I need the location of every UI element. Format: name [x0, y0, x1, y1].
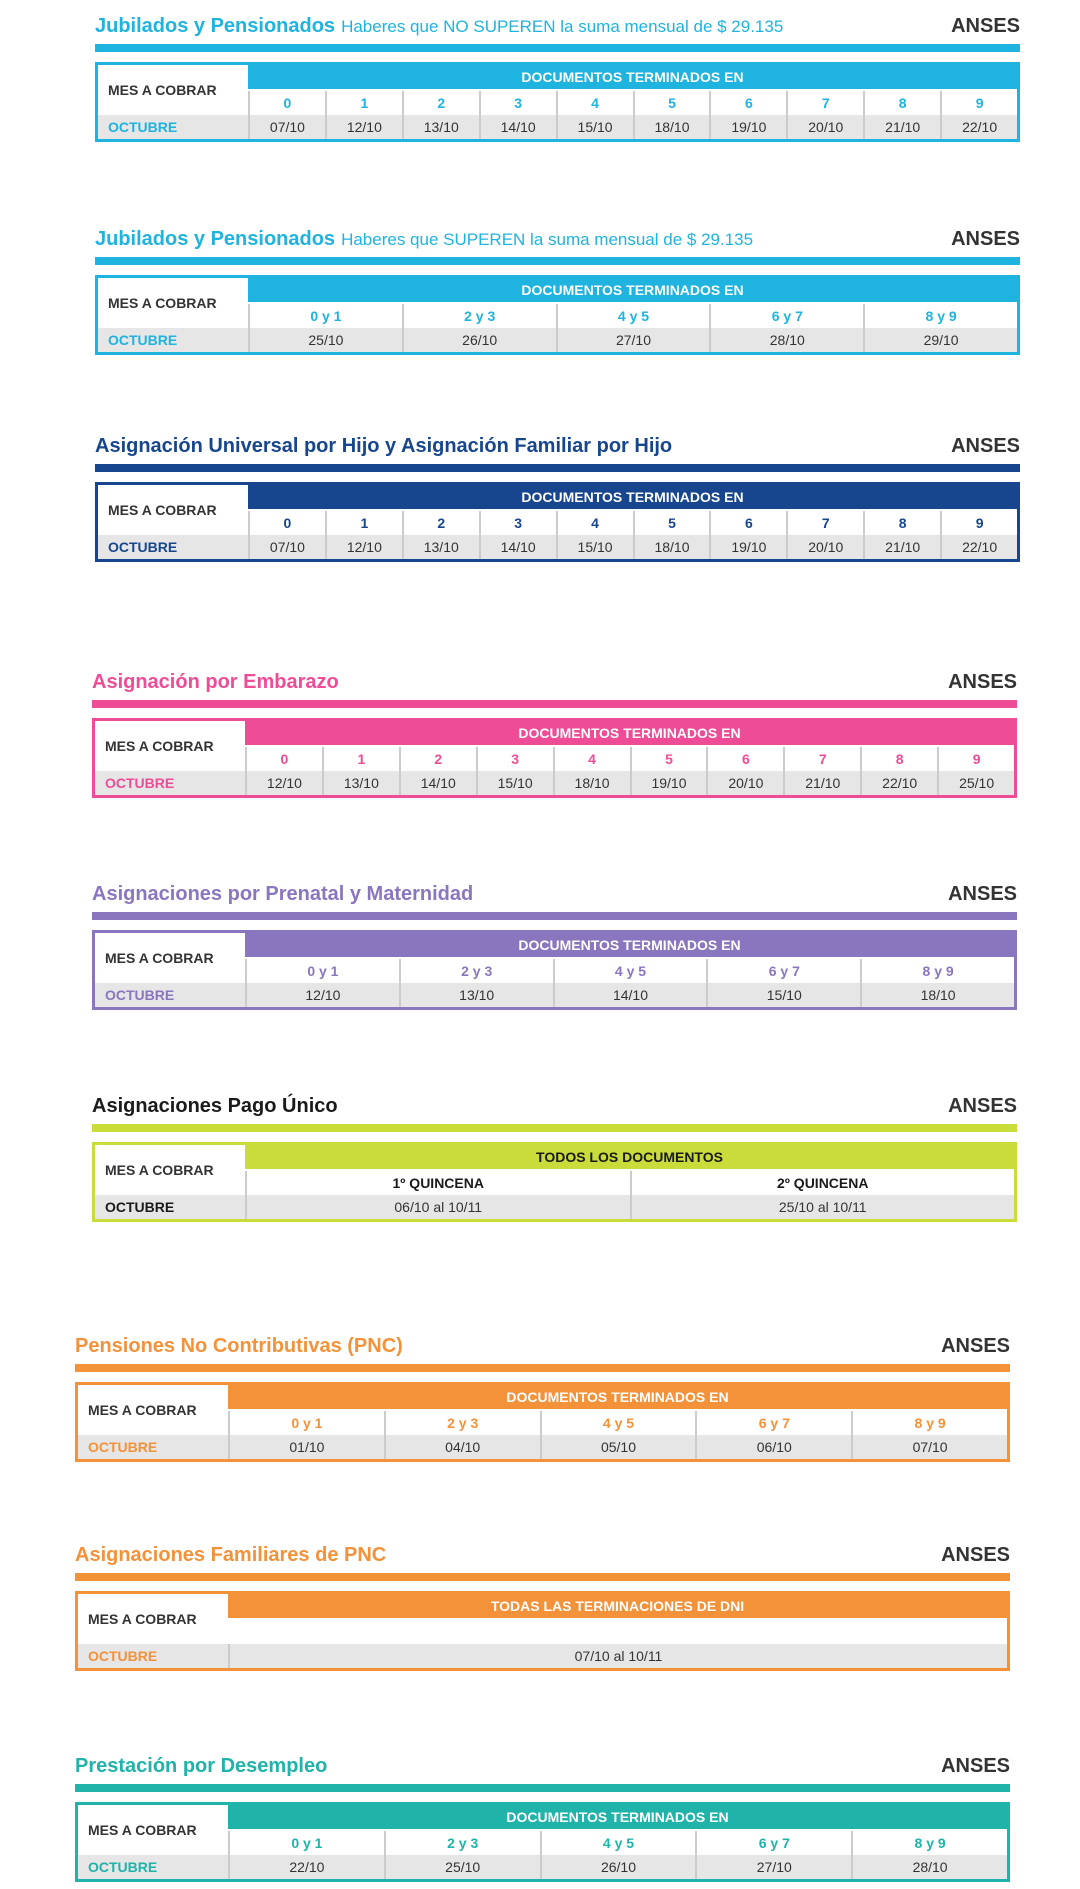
payment-dates-row: [248, 115, 1017, 139]
document-ending-cell: 4: [556, 511, 633, 535]
payment-dates-row: [245, 983, 1014, 1007]
document-ending-cell: 8: [863, 91, 940, 115]
section-rule: [95, 44, 1020, 52]
document-ending-cell: 6: [706, 747, 783, 771]
payment-dates-row: [228, 1435, 1007, 1459]
schedule-section: [92, 1092, 1017, 1227]
month-to-collect-label: MES A COBRAR: [108, 502, 217, 518]
section-header: [92, 880, 1017, 910]
document-ending-cell: 8 y 9: [863, 304, 1017, 328]
payment-date-cell: 12/10: [325, 535, 402, 559]
payment-date-cell: 25/10: [248, 328, 402, 352]
document-ending-cell: 5: [630, 747, 707, 771]
document-ending-cell: 9: [940, 91, 1017, 115]
document-ending-cell: 5: [633, 91, 710, 115]
payment-date-cell: 06/10 al 10/11: [245, 1195, 630, 1219]
section-rule: [75, 1364, 1010, 1372]
payment-date-cell: 07/10: [248, 535, 325, 559]
section-title-text: Prestación por Desempleo: [75, 1755, 328, 1777]
document-ending-cell: 9: [940, 511, 1017, 535]
schedule-table: [75, 1802, 1010, 1882]
document-ending-cell: 8 y 9: [851, 1411, 1007, 1435]
payment-date-cell: 18/10: [633, 115, 710, 139]
month-value: OCTUBRE: [78, 1435, 228, 1459]
document-endings-row: [245, 1171, 1014, 1195]
document-ending-cell: 1: [325, 511, 402, 535]
month-value: OCTUBRE: [78, 1855, 228, 1879]
schedule-section: [92, 668, 1017, 803]
month-to-collect-label: MES A COBRAR: [88, 1402, 197, 1418]
anses-brand-label: ANSES: [941, 1335, 1010, 1357]
section-header: [75, 1752, 1010, 1782]
payment-date-cell: 22/10: [940, 115, 1017, 139]
payment-date-cell: 06/10: [695, 1435, 851, 1459]
document-ending-cell: 3: [476, 747, 553, 771]
section-title-text: Jubilados y Pensionados: [95, 228, 336, 250]
schedule-table: [95, 482, 1020, 562]
payment-date-cell: 18/10: [633, 535, 710, 559]
payment-date-cell: 26/10: [540, 1855, 696, 1879]
month-to-collect-label: MES A COBRAR: [105, 1162, 214, 1178]
document-ending-cell: 7: [786, 511, 863, 535]
document-ending-cell: 0: [245, 747, 322, 771]
schedule-table: [95, 62, 1020, 142]
payment-date-cell: 28/10: [851, 1855, 1007, 1879]
document-ending-cell: 6 y 7: [709, 304, 863, 328]
document-ending-cell: 1: [325, 91, 402, 115]
schedule-section: [75, 1752, 1010, 1887]
document-ending-cell: 2: [402, 91, 479, 115]
payment-date-cell: 14/10: [399, 771, 476, 795]
payment-date-cell: 14/10: [479, 115, 556, 139]
payment-date-cell: 13/10: [402, 535, 479, 559]
schedule-table: [92, 1142, 1017, 1222]
document-endings-row: [245, 747, 1014, 771]
section-header: [92, 1092, 1017, 1122]
payment-date-cell: 14/10: [553, 983, 707, 1007]
payment-date-cell: 07/10: [851, 1435, 1007, 1459]
payment-date-cell: 28/10: [709, 328, 863, 352]
document-ending-cell: 6 y 7: [695, 1411, 851, 1435]
month-value: OCTUBRE: [95, 771, 245, 795]
document-ending-cell: 2º QUINCENA: [630, 1171, 1015, 1195]
section-header: [75, 1332, 1010, 1362]
payment-date-cell: 15/10: [556, 115, 633, 139]
schedule-section: [95, 225, 1020, 360]
section-title: [95, 228, 753, 251]
document-ending-cell: 6 y 7: [695, 1831, 851, 1855]
anses-brand-label: ANSES: [948, 671, 1017, 693]
section-header: [92, 668, 1017, 698]
section-title: [75, 1544, 386, 1567]
payment-date-cell: 05/10: [540, 1435, 696, 1459]
section-subtitle: Haberes que SUPEREN la suma mensual de $ 29.135: [341, 230, 754, 249]
section-title-text: Asignaciones por Prenatal y Maternidad: [92, 883, 474, 905]
payment-dates-row: [228, 1855, 1007, 1879]
section-title: [75, 1755, 327, 1778]
document-ending-cell: 3: [479, 91, 556, 115]
payment-date-cell: 22/10: [940, 535, 1017, 559]
schedule-table: [75, 1591, 1010, 1671]
document-ending-cell: 3: [479, 511, 556, 535]
payment-date-cell: 04/10: [384, 1435, 540, 1459]
payment-date-cell: 12/10: [325, 115, 402, 139]
payment-date-cell: 25/10 al 10/11: [630, 1195, 1015, 1219]
anses-brand-label: ANSES: [951, 15, 1020, 37]
document-ending-cell: 4 y 5: [540, 1831, 696, 1855]
document-ending-cell: 2: [402, 511, 479, 535]
document-endings-row: [248, 511, 1017, 535]
document-endings-row: [248, 91, 1017, 115]
document-ending-cell: 6: [709, 91, 786, 115]
anses-brand-label: ANSES: [941, 1544, 1010, 1566]
documents-header: DOCUMENTOS TERMINADOS EN: [228, 1385, 1007, 1409]
schedule-section: [92, 880, 1017, 1015]
schedule-table: [92, 718, 1017, 798]
payment-date-cell: 27/10: [556, 328, 710, 352]
section-title: [92, 1095, 338, 1118]
month-value: OCTUBRE: [95, 983, 245, 1007]
document-ending-cell: 2: [399, 747, 476, 771]
document-ending-cell: 8 y 9: [851, 1831, 1007, 1855]
month-to-collect-label: MES A COBRAR: [88, 1611, 197, 1627]
documents-header: DOCUMENTOS TERMINADOS EN: [248, 65, 1017, 89]
section-rule: [92, 700, 1017, 708]
document-endings-row: [228, 1831, 1007, 1855]
section-title-text: Asignación por Embarazo: [92, 671, 339, 693]
schedule-table: [75, 1382, 1010, 1462]
payment-date-cell: 01/10: [228, 1435, 384, 1459]
document-endings-row: [248, 304, 1017, 328]
document-ending-cell: 2 y 3: [384, 1831, 540, 1855]
anses-brand-label: ANSES: [941, 1755, 1010, 1777]
section-title: [92, 671, 339, 694]
payment-date-cell: 13/10: [402, 115, 479, 139]
payment-date-cell: 15/10: [556, 535, 633, 559]
payment-date-cell: 29/10: [863, 328, 1017, 352]
document-ending-cell: 7: [786, 91, 863, 115]
section-title: [95, 15, 783, 38]
section-rule: [92, 912, 1017, 920]
schedule-section: [75, 1541, 1010, 1676]
document-ending-cell: 7: [783, 747, 860, 771]
schedule-table: [95, 275, 1020, 355]
payment-dates-row: [248, 535, 1017, 559]
document-ending-cell: [228, 1620, 1007, 1644]
payment-dates-row: [248, 328, 1017, 352]
payment-date-cell: 13/10: [322, 771, 399, 795]
documents-header: DOCUMENTOS TERMINADOS EN: [248, 278, 1017, 302]
schedule-section: [95, 12, 1020, 147]
document-ending-cell: 8: [860, 747, 937, 771]
section-title: [92, 883, 473, 906]
month-to-collect-label: MES A COBRAR: [105, 950, 214, 966]
section-header: [75, 1541, 1010, 1571]
month-to-collect-label: MES A COBRAR: [108, 295, 217, 311]
document-ending-cell: 1º QUINCENA: [245, 1171, 630, 1195]
month-value: OCTUBRE: [98, 115, 248, 139]
anses-brand-label: ANSES: [951, 435, 1020, 457]
payment-date-cell: 20/10: [786, 115, 863, 139]
payment-date-cell: 21/10: [783, 771, 860, 795]
document-ending-cell: 0: [248, 511, 325, 535]
section-rule: [75, 1573, 1010, 1581]
payment-dates-row: [245, 1195, 1014, 1219]
documents-header: DOCUMENTOS TERMINADOS EN: [248, 485, 1017, 509]
payment-dates-row: [245, 771, 1014, 795]
section-title-text: Jubilados y Pensionados: [95, 15, 336, 37]
payment-date-cell: 20/10: [706, 771, 783, 795]
section-title: [95, 435, 672, 458]
document-ending-cell: 4 y 5: [540, 1411, 696, 1435]
document-endings-row: [245, 959, 1014, 983]
document-ending-cell: 2 y 3: [402, 304, 556, 328]
payment-dates-row: [228, 1644, 1007, 1668]
payment-date-cell: 26/10: [402, 328, 556, 352]
documents-header: DOCUMENTOS TERMINADOS EN: [245, 933, 1014, 957]
payment-date-cell: 14/10: [479, 535, 556, 559]
documents-header: DOCUMENTOS TERMINADOS EN: [245, 721, 1014, 745]
section-header: [95, 225, 1020, 255]
document-ending-cell: 4: [553, 747, 630, 771]
month-value: OCTUBRE: [98, 328, 248, 352]
document-endings-row: [228, 1620, 1007, 1644]
section-subtitle: Haberes que NO SUPEREN la suma mensual de $ 29.135: [341, 17, 784, 36]
payment-date-cell: 25/10: [384, 1855, 540, 1879]
payment-date-cell: 19/10: [630, 771, 707, 795]
document-ending-cell: 9: [937, 747, 1014, 771]
payment-date-cell: 13/10: [399, 983, 553, 1007]
section-title-text: Asignaciones Familiares de PNC: [75, 1544, 387, 1566]
section-rule: [92, 1124, 1017, 1132]
month-value: OCTUBRE: [78, 1644, 228, 1668]
section-rule: [75, 1784, 1010, 1792]
document-endings-row: [228, 1411, 1007, 1435]
section-title-text: Asignaciones Pago Único: [92, 1095, 338, 1117]
anses-brand-label: ANSES: [951, 228, 1020, 250]
document-ending-cell: 5: [633, 511, 710, 535]
anses-brand-label: ANSES: [948, 1095, 1017, 1117]
document-ending-cell: 4: [556, 91, 633, 115]
section-header: [95, 432, 1020, 462]
payment-date-cell: 19/10: [709, 115, 786, 139]
payment-date-cell: 20/10: [786, 535, 863, 559]
document-ending-cell: 0 y 1: [248, 304, 402, 328]
payment-date-cell: 15/10: [476, 771, 553, 795]
payment-date-cell: 22/10: [860, 771, 937, 795]
document-ending-cell: 0 y 1: [228, 1411, 384, 1435]
document-ending-cell: 8 y 9: [860, 959, 1014, 983]
anses-brand-label: ANSES: [948, 883, 1017, 905]
schedule-section: [75, 1332, 1010, 1467]
payment-date-cell: 07/10: [248, 115, 325, 139]
section-title-text: Pensiones No Contributivas (PNC): [75, 1335, 403, 1357]
month-to-collect-label: MES A COBRAR: [108, 82, 217, 98]
section-rule: [95, 257, 1020, 265]
payment-date-cell: 12/10: [245, 771, 322, 795]
document-ending-cell: 0 y 1: [245, 959, 399, 983]
document-ending-cell: 4 y 5: [556, 304, 710, 328]
document-ending-cell: 4 y 5: [553, 959, 707, 983]
documents-header: TODOS LOS DOCUMENTOS: [245, 1145, 1014, 1169]
document-ending-cell: 8: [863, 511, 940, 535]
section-rule: [95, 464, 1020, 472]
payment-date-cell: 22/10: [228, 1855, 384, 1879]
month-to-collect-label: MES A COBRAR: [105, 738, 214, 754]
document-ending-cell: 2 y 3: [399, 959, 553, 983]
payment-date-cell: 19/10: [709, 535, 786, 559]
document-ending-cell: 2 y 3: [384, 1411, 540, 1435]
month-value: OCTUBRE: [95, 1195, 245, 1219]
document-ending-cell: 0 y 1: [228, 1831, 384, 1855]
payment-date-cell: 07/10 al 10/11: [228, 1644, 1007, 1668]
document-ending-cell: 1: [322, 747, 399, 771]
schedule-section: [95, 432, 1020, 567]
payment-date-cell: 21/10: [863, 535, 940, 559]
payment-date-cell: 25/10: [937, 771, 1014, 795]
payment-date-cell: 18/10: [860, 983, 1014, 1007]
document-ending-cell: 6: [709, 511, 786, 535]
month-to-collect-label: MES A COBRAR: [88, 1822, 197, 1838]
month-value: OCTUBRE: [98, 535, 248, 559]
document-ending-cell: 0: [248, 91, 325, 115]
section-title-text: Asignación Universal por Hijo y Asignación Familiar por Hijo: [95, 435, 673, 457]
section-header: [95, 12, 1020, 42]
section-title: [75, 1335, 403, 1358]
schedule-table: [92, 930, 1017, 1010]
payment-date-cell: 27/10: [695, 1855, 851, 1879]
payment-date-cell: 18/10: [553, 771, 630, 795]
document-ending-cell: 6 y 7: [706, 959, 860, 983]
payment-date-cell: 21/10: [863, 115, 940, 139]
documents-header: TODAS LAS TERMINACIONES DE DNI: [228, 1594, 1007, 1618]
documents-header: DOCUMENTOS TERMINADOS EN: [228, 1805, 1007, 1829]
payment-date-cell: 12/10: [245, 983, 399, 1007]
payment-date-cell: 15/10: [706, 983, 860, 1007]
